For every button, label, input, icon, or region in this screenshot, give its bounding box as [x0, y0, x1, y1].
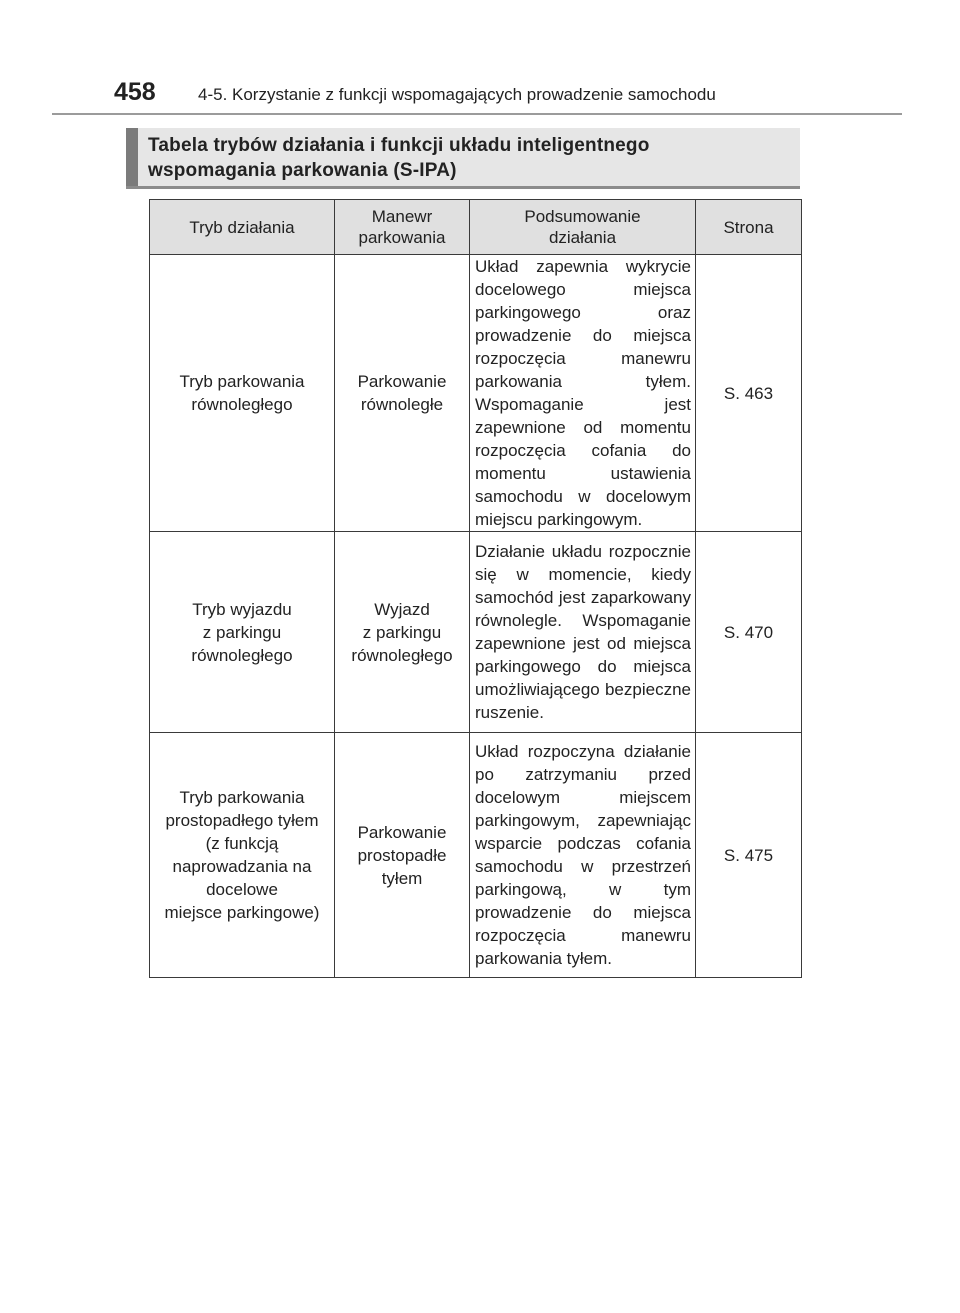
maneuver-cell: Wyjazd z parkingu równoległego	[335, 532, 470, 733]
page-number: 458	[114, 78, 156, 106]
page-reference: S. 470	[696, 532, 802, 733]
page-header	[114, 78, 716, 110]
section-title: Tabela trybów działania i funkcji układu inteligentnego wspomagania parkowania (S-IPA)	[148, 135, 650, 181]
maneuver-cell: Parkowanie prostopadłe tyłem	[335, 733, 470, 978]
mode-cell: Tryb parkowania równoległego	[150, 255, 335, 532]
column-header-maneuver: Manewr parkowania	[335, 200, 470, 255]
table-row	[150, 532, 802, 733]
column-header-summary: Podsumowanie działania	[470, 200, 696, 255]
table-row	[150, 733, 802, 978]
column-header-page: Strona	[696, 200, 802, 255]
table-header-row	[150, 200, 802, 255]
chapter-title: 4-5. Korzystanie z funkcji wspomagających prowadzenie samochodu	[198, 85, 716, 104]
maneuver-cell: Parkowanie równoległe	[335, 255, 470, 532]
mode-cell: Tryb parkowania prostopadłego tyłem (z funkcją naprowadzania na docelowe miejsce parkingowe)	[150, 733, 335, 978]
summary-cell: Układ zapewnia wykrycie docelowego miejsca parkingowego oraz prowadzenie do miejsca rozpoczęcia manewru parkowania tyłem. Wspomaganie jest zapewnione od momentu rozpoczęcia cofania do momentu ustawienia samochodu w docelowym miejscu parkingowym.	[470, 255, 696, 532]
summary-cell: Układ rozpoczyna działanie po zatrzymaniu przed docelowym miejscem parkingowym, zapewniając wsparcie podczas cofania samochodu w przestrzeń parkingową, w tym prowadzenie do miejsca rozpoczęcia manewru parkowania tyłem.	[470, 733, 696, 978]
section-heading	[126, 128, 800, 188]
table-row	[150, 255, 802, 532]
column-header-mode: Tryb działania	[150, 200, 335, 255]
page-reference: S. 475	[696, 733, 802, 978]
section-heading-divider	[126, 186, 800, 189]
mode-cell: Tryb wyjazdu z parkingu równoległego	[150, 532, 335, 733]
modes-table	[149, 199, 802, 978]
summary-cell: Działanie układu rozpocznie się w momencie, kiedy samochód jest zaparkowany równolegle. Wspomaganie zapewnione jest od miejsca parkingowego do miejsca umożliwiającego bezpieczne ruszenie.	[470, 532, 696, 733]
page-reference: S. 463	[696, 255, 802, 532]
header-divider	[52, 113, 902, 115]
